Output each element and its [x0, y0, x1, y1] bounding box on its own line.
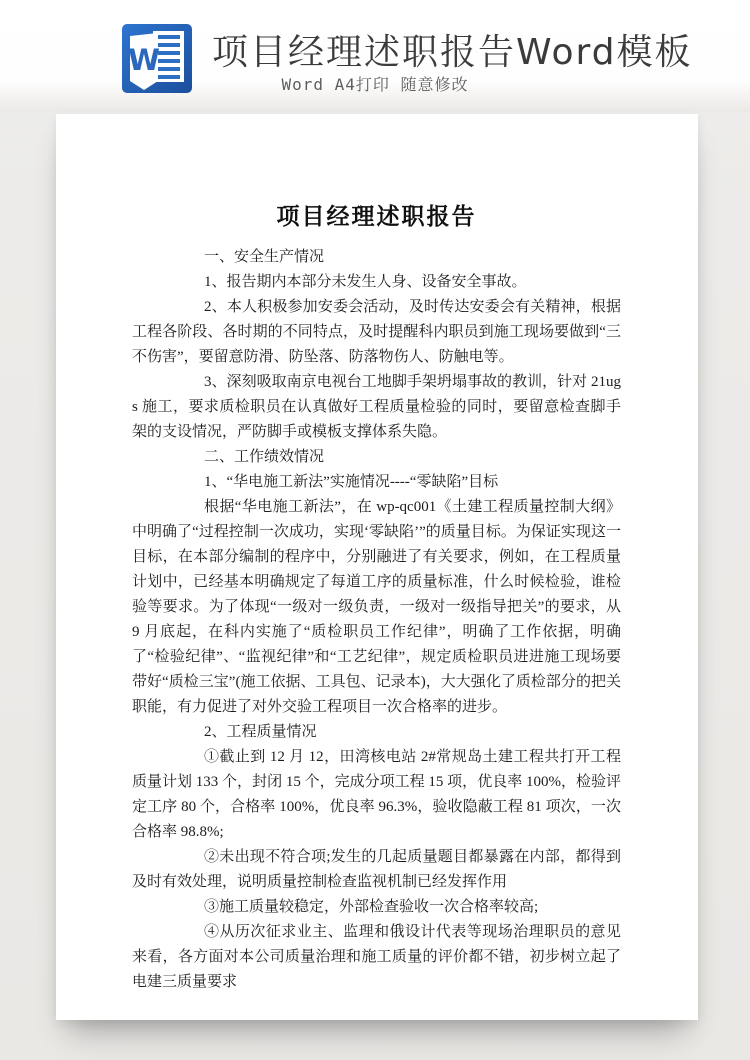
- paragraph: 一、安全生产情况: [204, 249, 325, 265]
- template-title: 项目经理述职报告Word模板: [212, 32, 693, 73]
- document-title: 项目经理述职报告: [276, 204, 477, 229]
- template-subtitle: Word A4打印 随意修改: [281, 75, 469, 94]
- paragraph: ②未出现不符合项;发生的几起质量题目都暴露在内部，都得到及时有效处理，说明质量控制检查监视机制已经发挥作用: [132, 849, 621, 890]
- paragraph: 2、工程质量情况: [204, 724, 317, 740]
- logo-letter: W: [128, 43, 160, 77]
- template-header: [0, 0, 750, 112]
- paragraph: 3、深刻吸取南京电视台工地脚手架坍塌事故的教训，针对 21ugs 施工，要求质检职员在认真做好工程质量检验的同时，要留意检查脚手架的支设情况，严防脚手或模板支撑体系失隐。: [132, 374, 621, 440]
- paragraph: 根据“华电施工新法”，在 wp-qc001《土建工程质量控制大纲》中明确了“过程控制一次成功，实现‘零缺陷’”的质量目标。为保证实现这一目标，在本部分编制的程序中，分别融进了有关要求，例如，在工程质量计划中，已经基本明确规定了每道工序的质量标准，什么时候检验，谁检验等要求。为了体现“一级对一级负责，一级对一级指导把关”的要求，从 9 月底起，在科内实施了“质检职员工作纪律”，明确了工作依据，明确了“检验纪律”、“监视纪律”和“工艺纪律”，规定质检职员进进施工现场要带好“质检三宝”(施工依据、工具包、记录本)，大大强化了质检部分的把关职能，有力促进了对外交验工程项目一次合格率的进步。: [132, 499, 621, 715]
- paragraph: 1、报告期内本部分未发生人身、设备安全事故。: [204, 274, 527, 290]
- paragraph: ③施工质量较稳定，外部检查验收一次合格率较高;: [204, 899, 539, 915]
- paragraph: ①截止到 12 月 12，田湾核电站 2#常规岛土建工程共打开工程质量计划 133 个，封闭 15 个，完成分项工程 15 项，优良率 100%，检验评定工序 80 个，合格率 100%，优良率 96.3%，验收隐蔽工程 81 项次，一次合格率 98.8%;: [132, 749, 621, 840]
- paragraph: 1、“华电施工新法”实施情况----“零缺陷”目标: [204, 474, 499, 490]
- paragraph: ④从历次征求业主、监理和俄设计代表等现场治理职员的意见来看，各方面对本公司质量治理和施工质量的评价都不错，初步树立起了电建三质量要求: [132, 924, 621, 990]
- document-page: [56, 114, 698, 1020]
- paragraph: 二、工作绩效情况: [204, 449, 325, 465]
- paragraph: 2、本人积极参加安委会活动，及时传达安委会有关精神，根据工程各阶段、各时期的不同特点，及时提醒科内职员到施工现场要做到“三不伤害”，要留意防滑、防坠落、防落物伤人、防触电等。: [132, 299, 621, 365]
- document-body: [132, 245, 621, 995]
- document-content: [56, 114, 698, 995]
